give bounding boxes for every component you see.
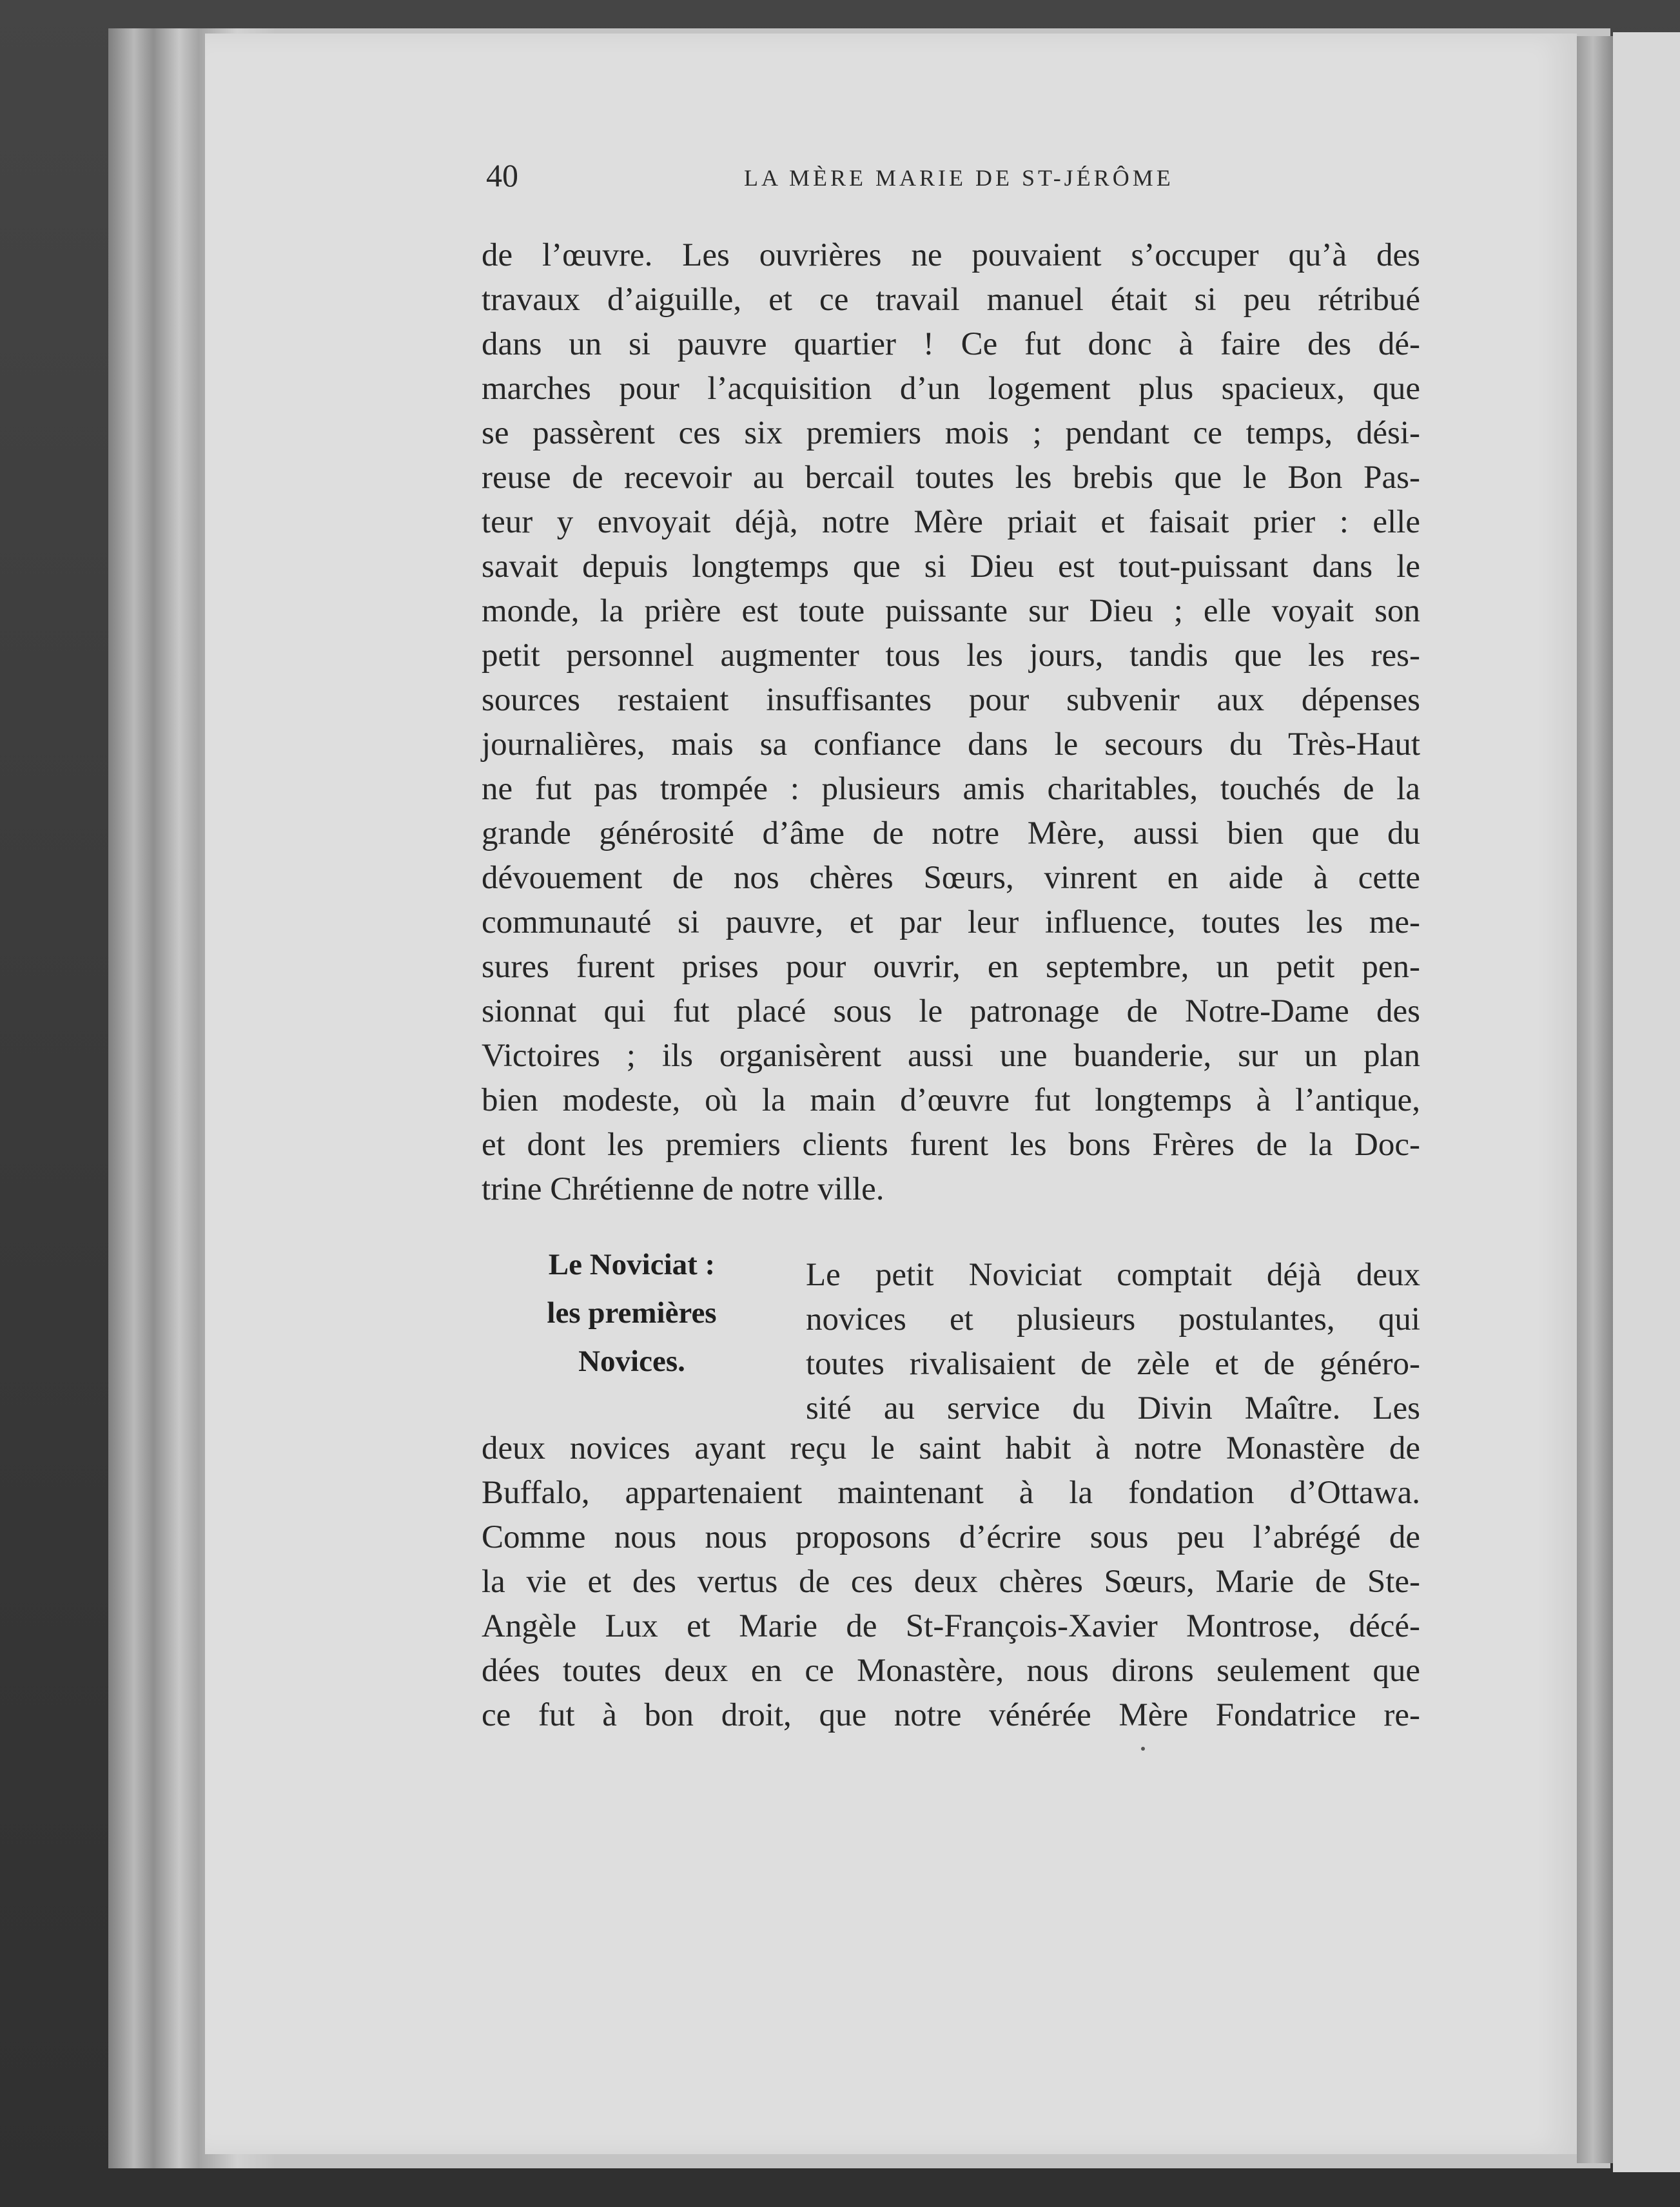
side-heading [503,1241,761,1386]
text-line: Le petit Noviciat comptait déjà deux [806,1257,1420,1293]
text-line: Victoires ; ils organisèrent aussi une buanderie, sur un plan [482,1038,1420,1074]
paragraph-1 [482,233,1420,1212]
text-line: Angèle Lux et Marie de St-François-Xavier Montrose, décé- [482,1608,1420,1644]
text-line: deux novices ayant reçu le saint habit à notre Monastère de [482,1430,1420,1466]
text-line: sources restaient insuffisantes pour subvenir aux dépenses [482,682,1420,718]
text-line: ce fut à bon droit, que notre vénérée Mère Fondatrice re- [482,1697,1420,1733]
text-line: de l’œuvre. Les ouvrières ne pouvaient s’occuper qu’à des [482,237,1420,273]
text-line: dées toutes deux en ce Monastère, nous dirons seulement que [482,1653,1420,1689]
side-heading-line: les premières [547,1296,717,1330]
text-line: ne fut pas trompée : plusieurs amis charitables, touchés de la [482,771,1420,807]
running-title: LA MÈRE MARIE DE ST-JÉRÔME [744,165,1174,191]
text-line: marches pour l’acquisition d’un logement plus spacieux, que [482,371,1420,407]
text-line: la vie et des vertus de ces deux chères Sœurs, Marie de Ste- [482,1564,1420,1600]
side-heading-line: Novices. [578,1345,685,1378]
facing-page-edge [1613,32,1680,2172]
text-line: teur y envoyait déjà, notre Mère priait et faisait prier : elle [482,504,1420,540]
paragraph-2-beside-heading [806,1253,1420,1431]
text-line: communauté si pauvre, et par leur influence, toutes les me- [482,904,1420,940]
text-line: travaux d’aiguille, et ce travail manuel était si peu rétribué [482,282,1420,318]
text-line: Comme nous nous proposons d’écrire sous peu l’abrégé de [482,1519,1420,1555]
text-line: sures furent prises pour ouvrir, en septembre, un petit pen- [482,949,1420,985]
text-line: grande générosité d’âme de notre Mère, aussi bien que du [482,815,1420,851]
paragraph-2-continued [482,1426,1420,1738]
text-line: journalières, mais sa confiance dans le secours du Très-Haut [482,726,1420,763]
text-line: petit personnel augmenter tous les jours, tandis que les res- [482,637,1420,674]
text-line: et dont les premiers clients furent les bons Frères de la Doc- [482,1127,1420,1163]
text-line: dans un si pauvre quartier ! Ce fut donc à faire des dé- [482,326,1420,362]
text-line: monde, la prière est toute puissante sur Dieu ; elle voyait son [482,593,1420,629]
side-heading-line: Le Noviciat : [548,1248,716,1281]
text-line: bien modeste, où la main d’œuvre fut longtemps à l’antique, [482,1082,1420,1118]
text-line: novices et plusieurs postulantes, qui [806,1301,1420,1337]
text-line: savait depuis longtemps que si Dieu est tout-puissant dans le [482,549,1420,585]
text-line: Buffalo, appartenaient maintenant à la fondation d’Ottawa. [482,1475,1420,1511]
ink-speck [1141,1747,1145,1751]
text-line: toutes rivalisaient de zèle et de généro- [806,1346,1420,1382]
text-line: reuse de recevoir au bercail toutes les brebis que le Bon Pas- [482,460,1420,496]
page-header [486,157,1421,202]
text-line: dévouement de nos chères Sœurs, vinrent en aide à cette [482,860,1420,896]
text-line: sité au service du Divin Maître. Les [806,1390,1420,1426]
text-line: se passèrent ces six premiers mois ; pendant ce temps, dési- [482,415,1420,451]
text-line: sionnat qui fut placé sous le patronage de Notre-Dame des [482,993,1420,1029]
page-number: 40 [486,157,518,193]
text-line: trine Chrétienne de notre ville. [482,1171,884,1207]
book-gutter [1577,36,1613,2163]
